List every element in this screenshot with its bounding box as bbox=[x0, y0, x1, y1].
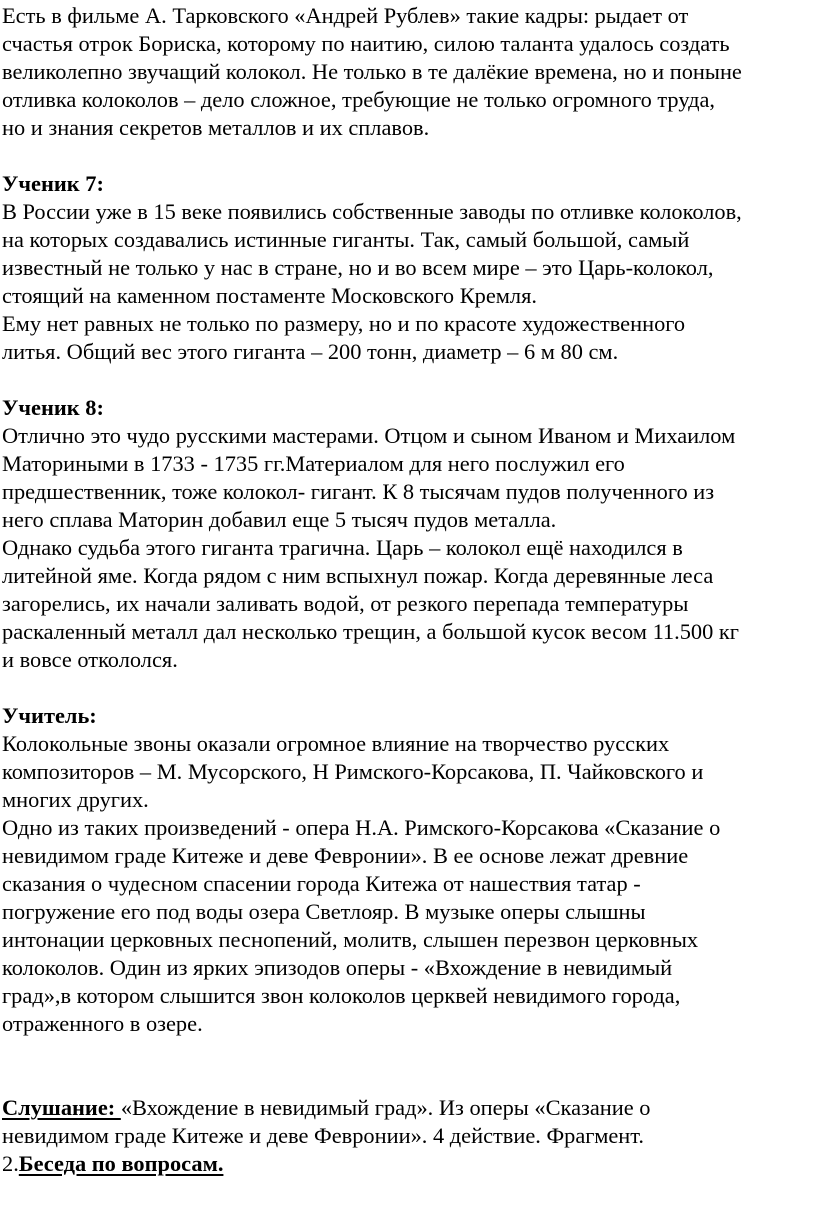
intro-line: но и знания секретов металлов и их сплавов. bbox=[2, 115, 430, 140]
student8-line: Однако судьба этого гиганта трагична. Царь – колокол ещё находился в bbox=[2, 535, 683, 560]
teacher-line: колоколов. Один из ярких эпизодов оперы - «Вхождение в невидимый bbox=[2, 955, 673, 980]
teacher-line: сказания о чудесном спасении города Китежа от нашествия татар - bbox=[2, 871, 641, 896]
teacher-line: многих других. bbox=[2, 787, 149, 812]
teacher-section bbox=[2, 702, 814, 1038]
student8-line: раскаленный металл дал несколько трещин, а большой кусок весом 11.500 кг bbox=[2, 619, 739, 644]
spacer bbox=[2, 366, 814, 394]
teacher-line: интонации церковных песнопений, молитв, слышен перезвон церковных bbox=[2, 927, 699, 952]
listening-line: невидимом граде Китеже и деве Февронии». 4 действие. Фрагмент. bbox=[2, 1123, 644, 1148]
student8-line: загорелись, их начали заливать водой, от резкого перепада температуры bbox=[2, 591, 689, 616]
teacher-line: композиторов – М. Мусорского, Н Римского-Корсакова, П. Чайковского и bbox=[2, 759, 704, 784]
intro-line: Есть в фильме А. Тарковского «Андрей Рублев» такие кадры: рыдает от bbox=[2, 3, 689, 28]
teacher-heading: Учитель: bbox=[2, 703, 97, 728]
student8-line: Маториными в 1733 - 1735 гг.Материалом для него послужил его bbox=[2, 451, 625, 476]
student7-line: литья. Общий вес этого гиганта – 200 тонн, диаметр – 6 м 80 см. bbox=[2, 339, 619, 364]
intro-line: отливка колоколов – дело сложное, требующие не только огромного труда, bbox=[2, 87, 716, 112]
spacer bbox=[2, 1038, 814, 1066]
teacher-line: невидимом граде Китеже и деве Февронии». В ее основе лежат древние bbox=[2, 843, 689, 868]
student7-line: В России уже в 15 веке появились собственные заводы по отливке колоколов, bbox=[2, 199, 742, 224]
spacer bbox=[2, 674, 814, 702]
student8-line: Отлично это чудо русскими мастерами. Отцом и сыном Иваном и Михаилом bbox=[2, 423, 736, 448]
student7-line: Ему нет равных не только по размеру, но и по красоте художественного bbox=[2, 311, 686, 336]
teacher-line: Колокольные звоны оказали огромное влияние на творчество русских bbox=[2, 731, 670, 756]
intro-line: великолепно звучащий колокол. Не только в те далёкие времена, но и поныне bbox=[2, 59, 742, 84]
student8-heading: Ученик 8: bbox=[2, 395, 104, 420]
listening-section bbox=[2, 1094, 814, 1178]
intro-paragraph bbox=[2, 2, 814, 142]
student8-line: литейной яме. Когда рядом с ним вспыхнул пожар. Когда деревянные леса bbox=[2, 563, 714, 588]
listening-line bbox=[2, 1094, 814, 1122]
student8-line: него сплава Маторин добавил еще 5 тысяч пудов металла. bbox=[2, 507, 557, 532]
conversation-line bbox=[2, 1150, 814, 1178]
teacher-line: град»,в котором слышится звон колоколов церквей невидимого города, bbox=[2, 983, 681, 1008]
conversation-label: Беседа по вопросам. bbox=[18, 1151, 224, 1176]
student8-section bbox=[2, 394, 814, 674]
student7-heading: Ученик 7: bbox=[2, 171, 104, 196]
document-page bbox=[2, 2, 814, 1178]
teacher-line: отраженного в озере. bbox=[2, 1011, 203, 1036]
listening-label: Слушание: bbox=[2, 1095, 121, 1120]
student8-line: предшественник, тоже колокол- гигант. К 8 тысячам пудов полученного из bbox=[2, 479, 715, 504]
student7-line: стоящий на каменном постаменте Московского Кремля. bbox=[2, 283, 538, 308]
teacher-line: Одно из таких произведений - опера Н.А. Римского-Корсакова «Сказание о bbox=[2, 815, 721, 840]
spacer bbox=[2, 1066, 814, 1094]
listening-text: «Вхождение в невидимый град». Из оперы «Сказание о bbox=[120, 1095, 651, 1120]
intro-line: счастья отрок Бориска, которому по наитию, силою таланта удалось создать bbox=[2, 31, 730, 56]
teacher-line: погружение его под воды озера Светлояр. В музыке оперы слышны bbox=[2, 899, 646, 924]
student7-line: на которых создавались истинные гиганты. Так, самый большой, самый bbox=[2, 227, 690, 252]
student7-line: известный не только у нас в стране, но и во всем мире – это Царь-колокол, bbox=[2, 255, 714, 280]
spacer bbox=[2, 142, 814, 170]
student8-line: и вовсе откололся. bbox=[2, 647, 178, 672]
student7-section bbox=[2, 170, 814, 366]
conversation-number: 2. bbox=[2, 1151, 19, 1176]
